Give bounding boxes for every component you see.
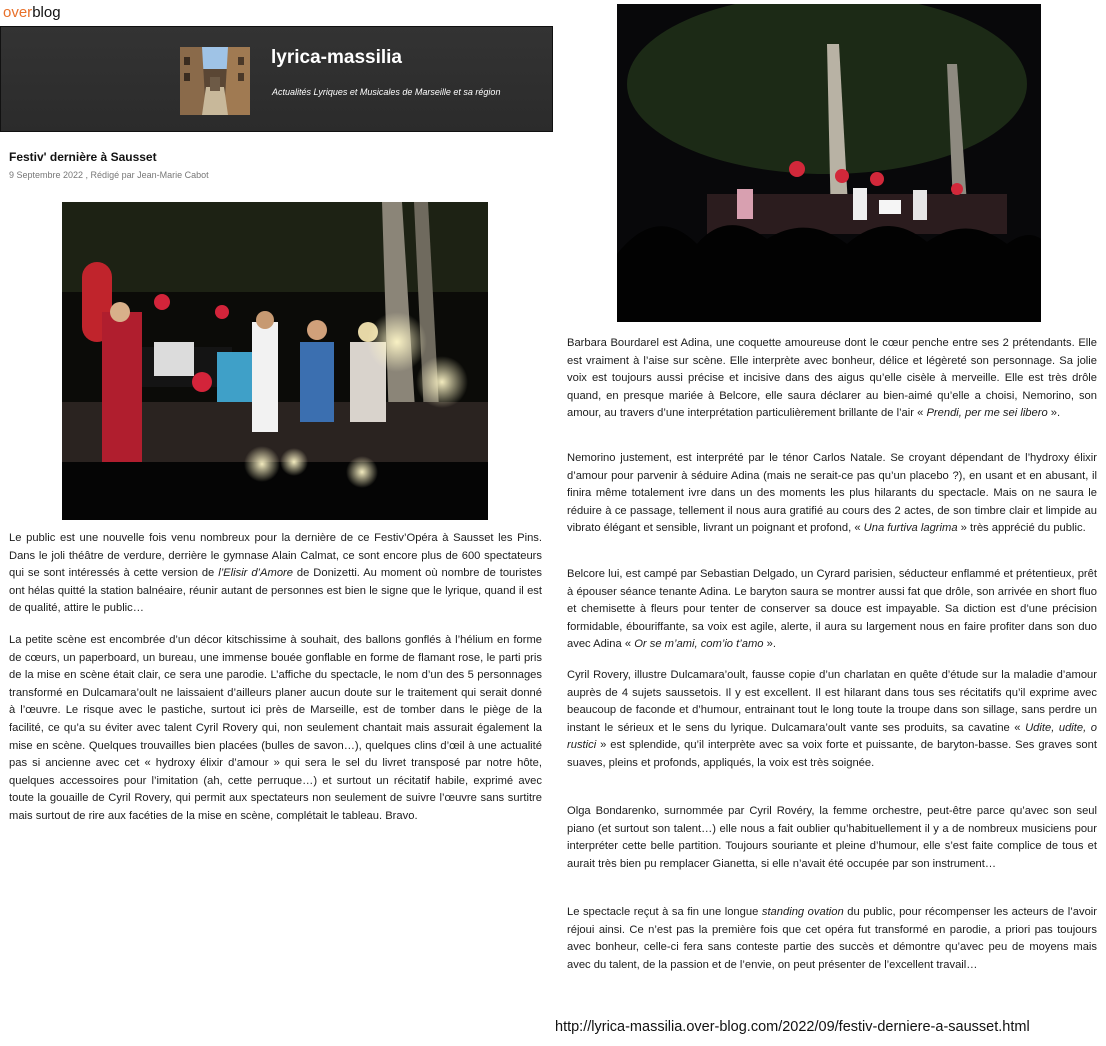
article-paragraph: Le spectacle reçut à sa fin une longue standing ovation du public, pour récompenser les acteurs de l’avoir réjoui ainsi. Ce n’est pas la première fois que cet opéra fut transformé en parodie, a priori pas toujours avec bonheur, celle-ci fera sans conteste partie des succès et démontre qu’avec peu de moyens mais avec du talent, de la passion et de l’envie, on peut présenter de l’excellent travail… <box>567 906 1098 971</box>
source-url[interactable]: http://lyrica-massilia.over-blog.com/2022/09/festiv-derniere-a-sausset.html <box>555 1019 1030 1035</box>
article-paragraph: Le public est une nouvelle fois venu nombreux pour la dernière de ce Festiv’Opéra à Sausset les Pins. Dans le joli théâtre de verdure, derrière le gymnase Alain Calmat, ce sont encore plus de 600 spectateurs qui se sont intéressés à cette version de l’Elisir d’Amore de Donizetti. Au moment où nombre de touristes ont hélas quitté la station balnéaire, réunir autant de personnes est bien le signe que le lyrique, quand il est de qualité, attire le public… <box>9 532 542 615</box>
logo-blog: blog <box>32 4 61 21</box>
audience-photo <box>617 4 1041 322</box>
header-street-photo[interactable] <box>180 47 250 115</box>
post-meta: 9 Septembre 2022 , Rédigé par Jean-Marie Cabot <box>9 170 209 180</box>
site-title[interactable]: lyrica-massilia <box>271 47 402 68</box>
blog-header <box>0 26 553 132</box>
article-paragraph: La petite scène est encombrée d’un décor kitschissime à souhait, des ballons gonflés à l’hélium en forme de cœurs, un paperboard, un bureau, une immense bouée gonflable en forme de flamant rose, le parti pris de la mise en scène était clair, ce sera une parodie. L’affiche du spectacle, le nom d’un des 5 personnages transformé en Dulcamara’oult ne laissaient d’ailleurs planer aucun doute sur le traitement qui serait donné à l’œuvre. Le risque avec le pastiche, surtout ici près de Marseille, est de tomber dans le piège de la facilité, ce qu’a su éviter avec talent Cyril Rovery qui, non seulement chantait mais assurait également la mise en scène. Quelques trouvailles bien placées (bulles de savon…), quelques clins d’œil à une actualité pas si ancienne avec cet « hydroxy élixir d’amour » qui sera le sel du livret transposé par notre hôte, quelques accessoires pour l’imitation (ah, cette perruque…) et surtout un récitatif habile, exprimé avec toute la gouaille de Cyril Rovery, qui permit aux spectateurs non seulement de suivre l’œuvre sans surtitre mais surtout de rire aux facéties de la mise en scène, complétait le tableau. Bravo. <box>9 634 542 822</box>
article-paragraph: Olga Bondarenko, surnommée par Cyril Rovéry, la femme orchestre, peut-être parce qu’avec son seul piano (et surtout son talent…) elle nous a fait oublier qu’habituellement il y a de nombreux musiciens pour interpréter cette belle partition. Toujours souriante et pleine d’humour, elle s’est faite complice de tous et aurait très bien pu remplacer Gianetta, si elle n’avait été occupée par son instrument… <box>567 805 1097 870</box>
article-paragraph: Belcore lui, est campé par Sebastian Delgado, un Cyrard parisien, séducteur enflammé et prétentieux, prêt à épouser séance tenante Adina. Le baryton saura se montrer aussi fat que drôle, son arrivée en short fluo et chemisette à fleurs pour tenter de conserver sa douce est impayable. Sa diction est d’une précision formidable, ébouriffante, sa voix est agile, alerte, il aura su largement nous en faire profiter dans son duo avec Adina « Or se m’ami, com’io t’amo ». <box>567 568 1097 651</box>
article-paragraph: Nemorino justement, est interprété par le ténor Carlos Natale. Se croyant dépendant de l’hydroxy élixir d’amour pour parvenir à séduire Adina (mais ne serait-ce pas qu’un placebo ?), en usant et en abusant, il finira même totalement ivre dans un des moments les plus hilarants du spectacle. Mais on ne saura le réduire à ce passage, tellement il nous aura gratifié au cours des 2 actes, de son timbre clair et limpide au vibrato élégant et sensible, livrant un poignant et profond, « Una furtiva lagrima » très apprécié du public. <box>567 452 1097 535</box>
logo-over: over <box>3 4 33 21</box>
article-paragraph: Cyril Rovery, illustre Dulcamara’oult, fausse copie d’un charlatan en quête d’étude sur la maladie d’amour auprès de 4 sujets saussetois. Il y est excellent. Il est hilarant dans tous ses récitatifs qu’il exprime avec beaucoup de faconde et d’humour, entrainant tout le long toute la troupe dans son sillage, sans perdre un instant le sérieux et le sens du lyrique. Dulcamara’oult vante ses produits, sa cavatine « Udite, udite, o rustici » est splendide, qu’il interprète avec sa voix forte et puissante, de baryton-basse. Ses graves sont suaves, pleins et profonds, appliqués, la voix est très soignée. <box>567 669 1097 769</box>
article-paragraph: Barbara Bourdarel est Adina, une coquette amoureuse dont le cœur penche entre ses 2 prétendants. Elle est vraiment à l’aise sur scène. Elle interprète avec bonheur, délice et légèreté son personnage. Sa jolie voix est toujours aussi précise et incisive dans des aigus qu’elle cisèle à merveille. Elle est très drôle quand, en presque mariée à Belcore, elle saura déclarer au bien-aimé qu’elle a choisi, Nemorino, son amour, au travers d’une interprétation particulièrement brillante de l’air « Prendi, per me sei libero ». <box>567 337 1097 420</box>
post-title[interactable]: Festiv' dernière à Sausset <box>9 150 157 164</box>
overblog-logo[interactable] <box>3 4 61 21</box>
stage-photo <box>62 202 488 520</box>
site-subtitle: Actualités Lyriques et Musicales de Marseille et sa région <box>272 87 501 97</box>
